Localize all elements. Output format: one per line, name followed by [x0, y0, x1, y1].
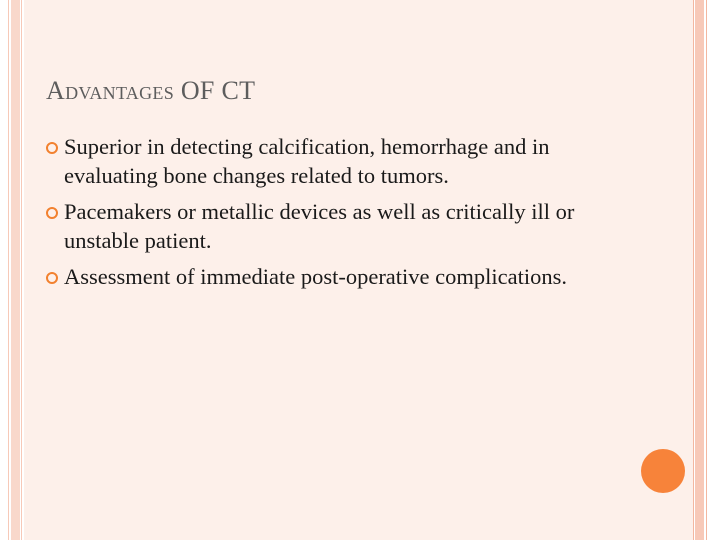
ring-bullet-icon [46, 272, 58, 284]
slide-title-prefix: Advantages [46, 76, 175, 105]
bullet-item [46, 197, 646, 255]
bullet-text: Assessment of immediate post-operative complications. [64, 264, 568, 289]
orange-circle-decoration [641, 449, 685, 493]
left-stripe [21, 0, 22, 540]
bullet-item [46, 262, 646, 291]
ring-bullet-icon [46, 142, 58, 154]
bullet-text: Pacemakers or metallic devices as well as critically ill or unstable patient. [64, 199, 575, 253]
left-stripe [8, 0, 9, 540]
right-stripe [693, 0, 694, 540]
slide-title [46, 76, 255, 106]
bullet-list [46, 132, 646, 298]
ring-bullet-icon [46, 207, 58, 219]
right-stripe [706, 0, 707, 540]
left-stripe [11, 0, 20, 540]
left-decorative-band [0, 0, 23, 540]
right-decorative-band [693, 0, 720, 540]
bullet-text: Superior in detecting calcification, hemorrhage and in evaluating bone changes related to tumors. [64, 134, 550, 188]
right-stripe [695, 0, 704, 540]
slide-title-suffix: OF CT [174, 76, 256, 105]
bullet-item [46, 132, 646, 190]
